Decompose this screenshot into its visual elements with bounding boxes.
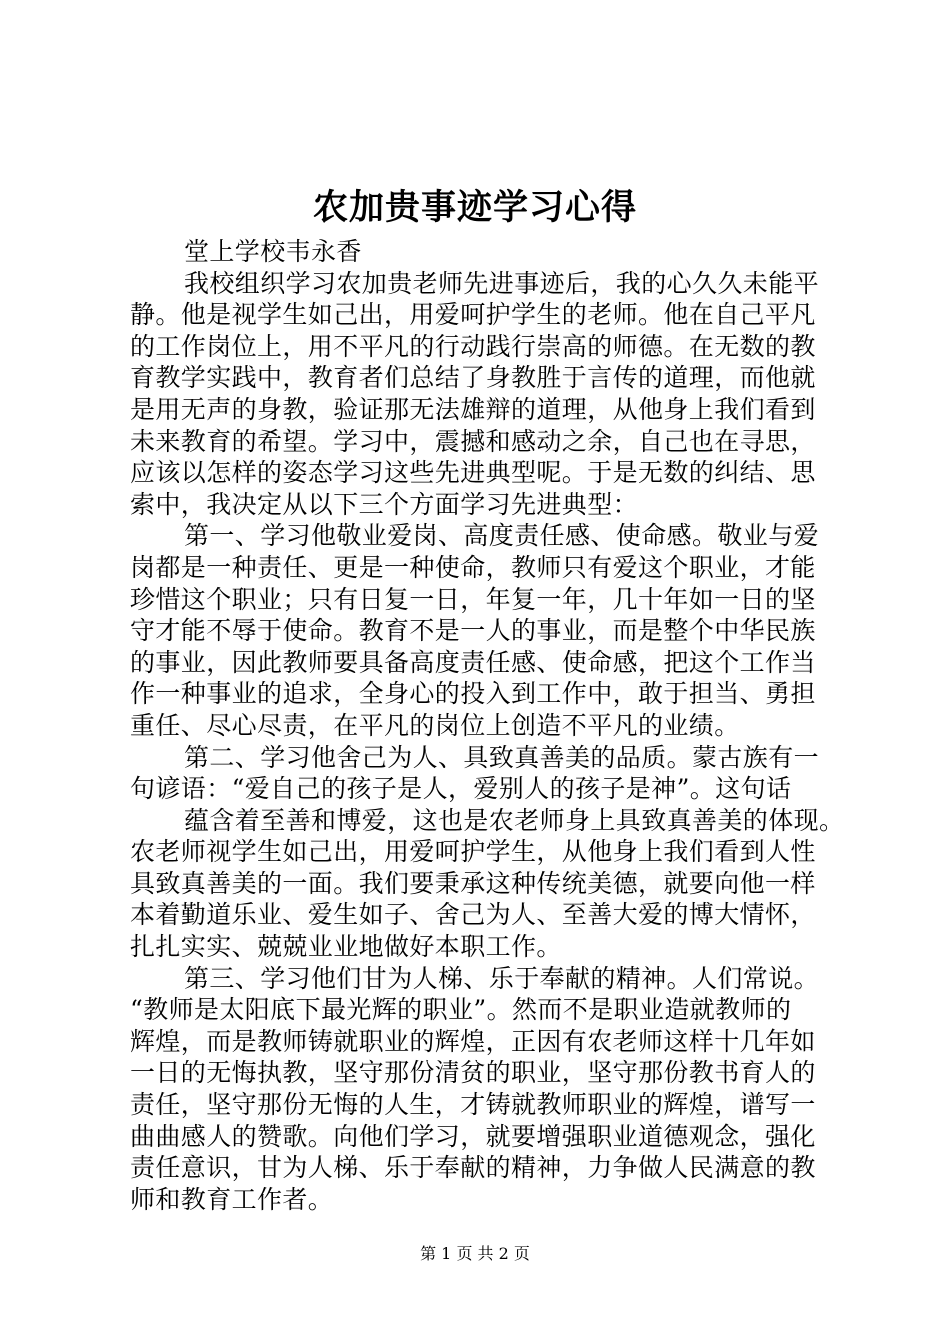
text-line: 的事业，因此教师要具备高度责任感、使命感，把这个工作当 (130, 647, 816, 677)
document-body (130, 236, 845, 1215)
text-line: 第三、学习他们甘为人梯、乐于奉献的精神。人们常说。 (184, 963, 820, 993)
text-line: 具致真善美的一面。我们要秉承这种传统美德，就要向他一样 (130, 868, 816, 898)
text-line: 师和教育工作者。 (130, 1184, 334, 1214)
text-line: 第一、学习他敬业爱岗、高度责任感、使命感。敬业与爱 (184, 521, 820, 551)
text-line: 句谚语：“爱自己的孩子是人，爱别人的孩子是神”。这句话 (130, 774, 792, 804)
text-line: 珍惜这个职业；只有日复一日，年复一年，几十年如一日的坚 (130, 584, 816, 614)
page-footer: 第 1 页 共 2 页 (420, 1244, 530, 1263)
text-line: 未来教育的希望。学习中，震撼和感动之余，自己也在寻思， (130, 426, 816, 456)
text-line: 堂上学校韦永香 (184, 237, 362, 266)
text-line: 曲曲感人的赞歌。向他们学习，就要增强职业道德观念，强化 (130, 1121, 816, 1151)
text-line: 应该以怎样的姿态学习这些先进典型呢。于是无数的纠结、思 (130, 458, 816, 488)
text-line: 岗都是一种责任、更是一种使命，教师只有爱这个职业，才能 (130, 552, 816, 582)
text-line: 扎扎实实、兢兢业业地做好本职工作。 (130, 932, 562, 962)
text-line: “教师是太阳底下最光辉的职业”。然而不是职业造就教师的 (130, 995, 792, 1025)
text-line: 索中，我决定从以下三个方面学习先进典型： (130, 489, 639, 519)
text-line: 蕴含着至善和博爱，这也是农老师身上具致真善美的体现。 (184, 805, 845, 835)
text-line: 守才能不辱于使命。教育不是一人的事业，而是整个中华民族 (130, 616, 816, 646)
text-line: 是用无声的身教，验证那无法雄辩的道理，从他身上我们看到 (130, 394, 816, 424)
document-title: 农加贵事迹学习心得 (312, 187, 637, 228)
text-line: 育教学实践中，教育者们总结了身教胜于言传的道理，而他就 (130, 363, 816, 393)
text-line: 一日的无悔执教，坚守那份清贫的职业，坚守那份教书育人的 (130, 1058, 816, 1088)
text-line: 重任、尽心尽责，在平凡的岗位上创造不平凡的业绩。 (130, 710, 740, 740)
text-line: 责任意识，甘为人梯、乐于奉献的精神，力争做人民满意的教 (130, 1153, 816, 1183)
text-line: 辉煌，而是教师铸就职业的辉煌，正因有农老师这样十几年如 (130, 1026, 816, 1056)
text-line: 的工作岗位上，用不平凡的行动践行崇高的师德。在无数的教 (130, 331, 816, 361)
text-line: 我校组织学习农加贵老师先进事迹后，我的心久久未能平 (184, 268, 820, 298)
text-line: 第二、学习他舍己为人、具致真善美的品质。蒙古族有一 (184, 742, 820, 772)
text-line: 农老师视学生如己出，用爱呵护学生，从他身上我们看到人性 (130, 837, 816, 867)
text-line: 作一种事业的追求，全身心的投入到工作中，敢于担当、勇担 (130, 679, 816, 709)
text-line: 本着勤道乐业、爱生如子、舍己为人、至善大爱的博大情怀， (130, 900, 816, 930)
text-line: 静。他是视学生如己出，用爱呵护学生的老师。他在自己平凡 (130, 300, 816, 330)
text-line: 责任，坚守那份无悔的人生，才铸就教师职业的辉煌，谱写一 (130, 1090, 816, 1120)
